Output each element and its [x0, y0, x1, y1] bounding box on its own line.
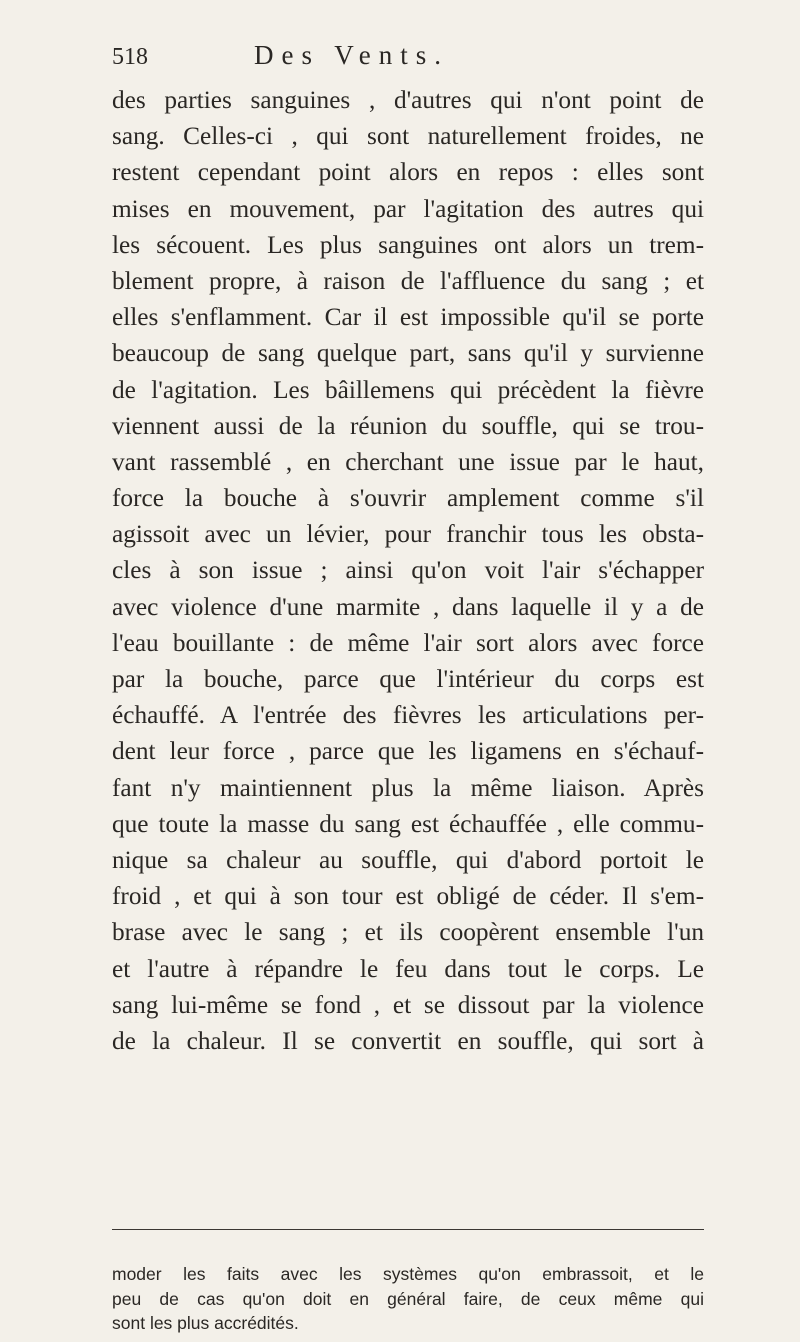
- text-line: des parties sanguines , d'autres qui n'ont point de: [112, 86, 704, 114]
- text-line: par la bouche, parce que l'intérieur du corps est: [112, 665, 704, 693]
- text-line: de l'agitation. Les bâillemens qui précèdent la fièvre: [112, 375, 704, 404]
- text-line: que toute la masse du sang est échauffée , elle commu-: [112, 809, 704, 838]
- text-line: sang. Celles-ci , qui sont naturellement froides, ne: [112, 122, 704, 151]
- text-line: avec violence d'une marmite , dans laquelle il y a de: [112, 592, 704, 621]
- text-line: sang lui-même se fond , et se dissout par la violence: [112, 990, 704, 1019]
- text-line: elles s'enflamment. Car il est impossible qu'il se porte: [112, 303, 704, 332]
- text-line: l'eau bouillante : de même l'air sort alors avec force: [112, 628, 704, 657]
- text-line: fant n'y maintiennent plus la même liaison. Après: [112, 773, 704, 802]
- text-line: brase avec le sang ; et ils coopèrent ensemble l'un: [112, 918, 704, 947]
- text-line: blement propre, à raison de l'affluence du sang ; et: [112, 266, 704, 295]
- text-line: mises en mouvement, par l'agitation des autres qui: [112, 194, 704, 223]
- footnote: [112, 1262, 704, 1336]
- text-line: froid , et qui à son tour est obligé de céder. Il s'em-: [112, 882, 704, 911]
- text-line: dent leur force , parce que les ligamens en s'échauf-: [112, 737, 704, 766]
- text-line: cles à son issue ; ainsi qu'on voit l'air s'échapper: [112, 556, 704, 585]
- footnote-divider: [112, 1229, 704, 1230]
- text-line: viennent aussi de la réunion du souffle, qui se trou-: [112, 411, 704, 440]
- page-header: [112, 38, 692, 78]
- text-line: force la bouche à s'ouvrir amplement comme s'il: [112, 484, 704, 513]
- text-line: de la chaleur. Il se convertit en souffle, qui sort à: [112, 1026, 704, 1055]
- text-line: vant rassemblé , en cherchant une issue par le haut,: [112, 447, 704, 476]
- text-line: échauffé. A l'entrée des fièvres les articulations per-: [112, 701, 704, 730]
- footnote-line: peu de cas qu'on doit en général faire, de ceux même qui: [112, 1288, 704, 1309]
- text-line: restent cependant point alors en repos : elles sont: [112, 158, 704, 187]
- text-line: beaucoup de sang quelque part, sans qu'il y survienne: [112, 339, 704, 368]
- body-text: [112, 82, 704, 1059]
- footnote-line: moder les faits avec les systèmes qu'on embrassoit, et le: [112, 1264, 704, 1284]
- running-title: Des Vents.: [254, 40, 450, 70]
- text-line: agissoit avec un lévier, pour franchir tous les obsta-: [112, 520, 704, 549]
- page-number: 518: [112, 44, 148, 70]
- footnote-line: sont les plus accrédités.: [112, 1313, 299, 1333]
- text-line: et l'autre à répandre le feu dans tout le corps. Le: [112, 954, 704, 983]
- text-line: nique sa chaleur au souffle, qui d'abord portoit le: [112, 845, 704, 874]
- text-line: les sécouent. Les plus sanguines ont alors un trem-: [112, 230, 704, 259]
